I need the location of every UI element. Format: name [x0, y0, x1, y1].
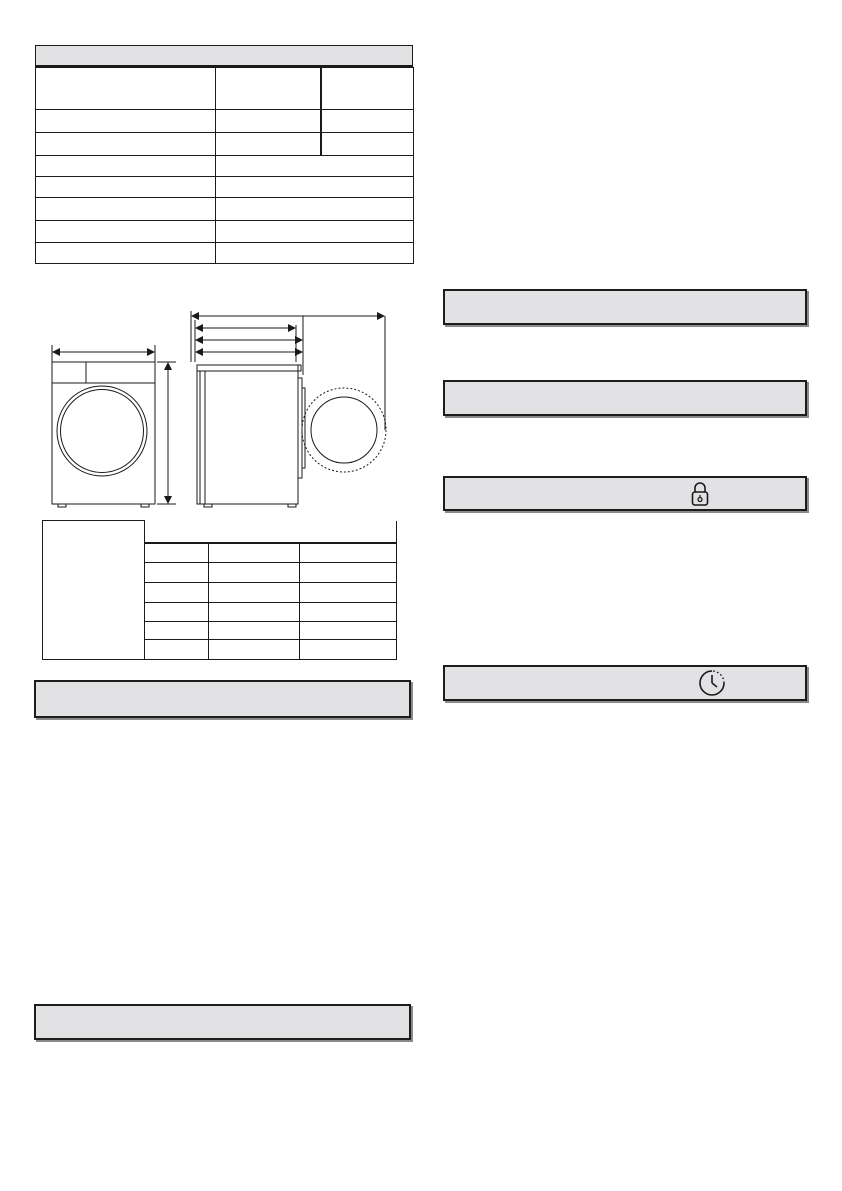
table-cell: [216, 68, 321, 110]
table-cell: [216, 243, 414, 264]
table-cell: [36, 243, 216, 264]
table-cell: [145, 583, 209, 603]
table-cell: [209, 563, 300, 583]
table-cell: [36, 133, 216, 156]
table-cell: [36, 198, 216, 221]
table-cell: [209, 603, 300, 622]
table-row: [36, 68, 414, 110]
table-cell: [36, 156, 216, 177]
table-cell: [36, 110, 216, 133]
table-cell: [300, 521, 397, 543]
table-cell: [321, 133, 414, 156]
table-cell: [209, 622, 300, 640]
table-row: [36, 156, 414, 177]
table-row: [36, 133, 414, 156]
table-cell: [216, 198, 414, 221]
table-cell: [145, 603, 209, 622]
table-cell: [145, 640, 209, 660]
door-swing-icon: [302, 388, 386, 472]
table-cell: [145, 543, 209, 563]
table-cell: [43, 521, 145, 660]
table-cell: [321, 110, 414, 133]
section-header-bar: [34, 1004, 411, 1040]
table-row: [36, 221, 414, 243]
table-cell: [300, 622, 397, 640]
table-cell: [300, 583, 397, 603]
table-row: [36, 177, 414, 198]
table-cell: [209, 543, 300, 563]
section-header-bar: [443, 380, 807, 416]
dimension-table: [42, 520, 397, 660]
child-lock-icon: [689, 480, 711, 508]
table-row: [43, 521, 397, 543]
section-header-bar: [34, 680, 411, 718]
table-cell: [209, 521, 300, 543]
table-cell: [209, 640, 300, 660]
dryer-front-view-icon: [52, 345, 176, 507]
dryer-side-view-icon: [191, 311, 385, 507]
table-cell: [321, 68, 414, 110]
table-cell: [145, 521, 209, 543]
table-cell: [216, 156, 414, 177]
table-row: [36, 198, 414, 221]
table-cell: [300, 563, 397, 583]
table-cell: [209, 583, 300, 603]
table-row: [36, 243, 414, 264]
table-cell: [36, 221, 216, 243]
table-cell: [36, 68, 216, 110]
technical-data-block: [35, 45, 413, 286]
technical-data-table: [35, 67, 414, 264]
table-cell: [216, 177, 414, 198]
child-lock-section-bar: [443, 476, 807, 511]
delay-timer-icon: [697, 668, 727, 698]
dimension-drawing: [0, 290, 420, 520]
table-cell: [300, 543, 397, 563]
table-cell: [216, 221, 414, 243]
delay-timer-section-bar: [443, 665, 807, 701]
table-cell: [300, 603, 397, 622]
technical-table-header: [35, 45, 413, 67]
table-cell: [145, 563, 209, 583]
table-cell: [216, 133, 321, 156]
table-cell: [216, 110, 321, 133]
table-cell: [36, 177, 216, 198]
table-cell: [300, 640, 397, 660]
table-row: [36, 110, 414, 133]
table-cell: [145, 622, 209, 640]
section-header-bar: [443, 289, 807, 325]
